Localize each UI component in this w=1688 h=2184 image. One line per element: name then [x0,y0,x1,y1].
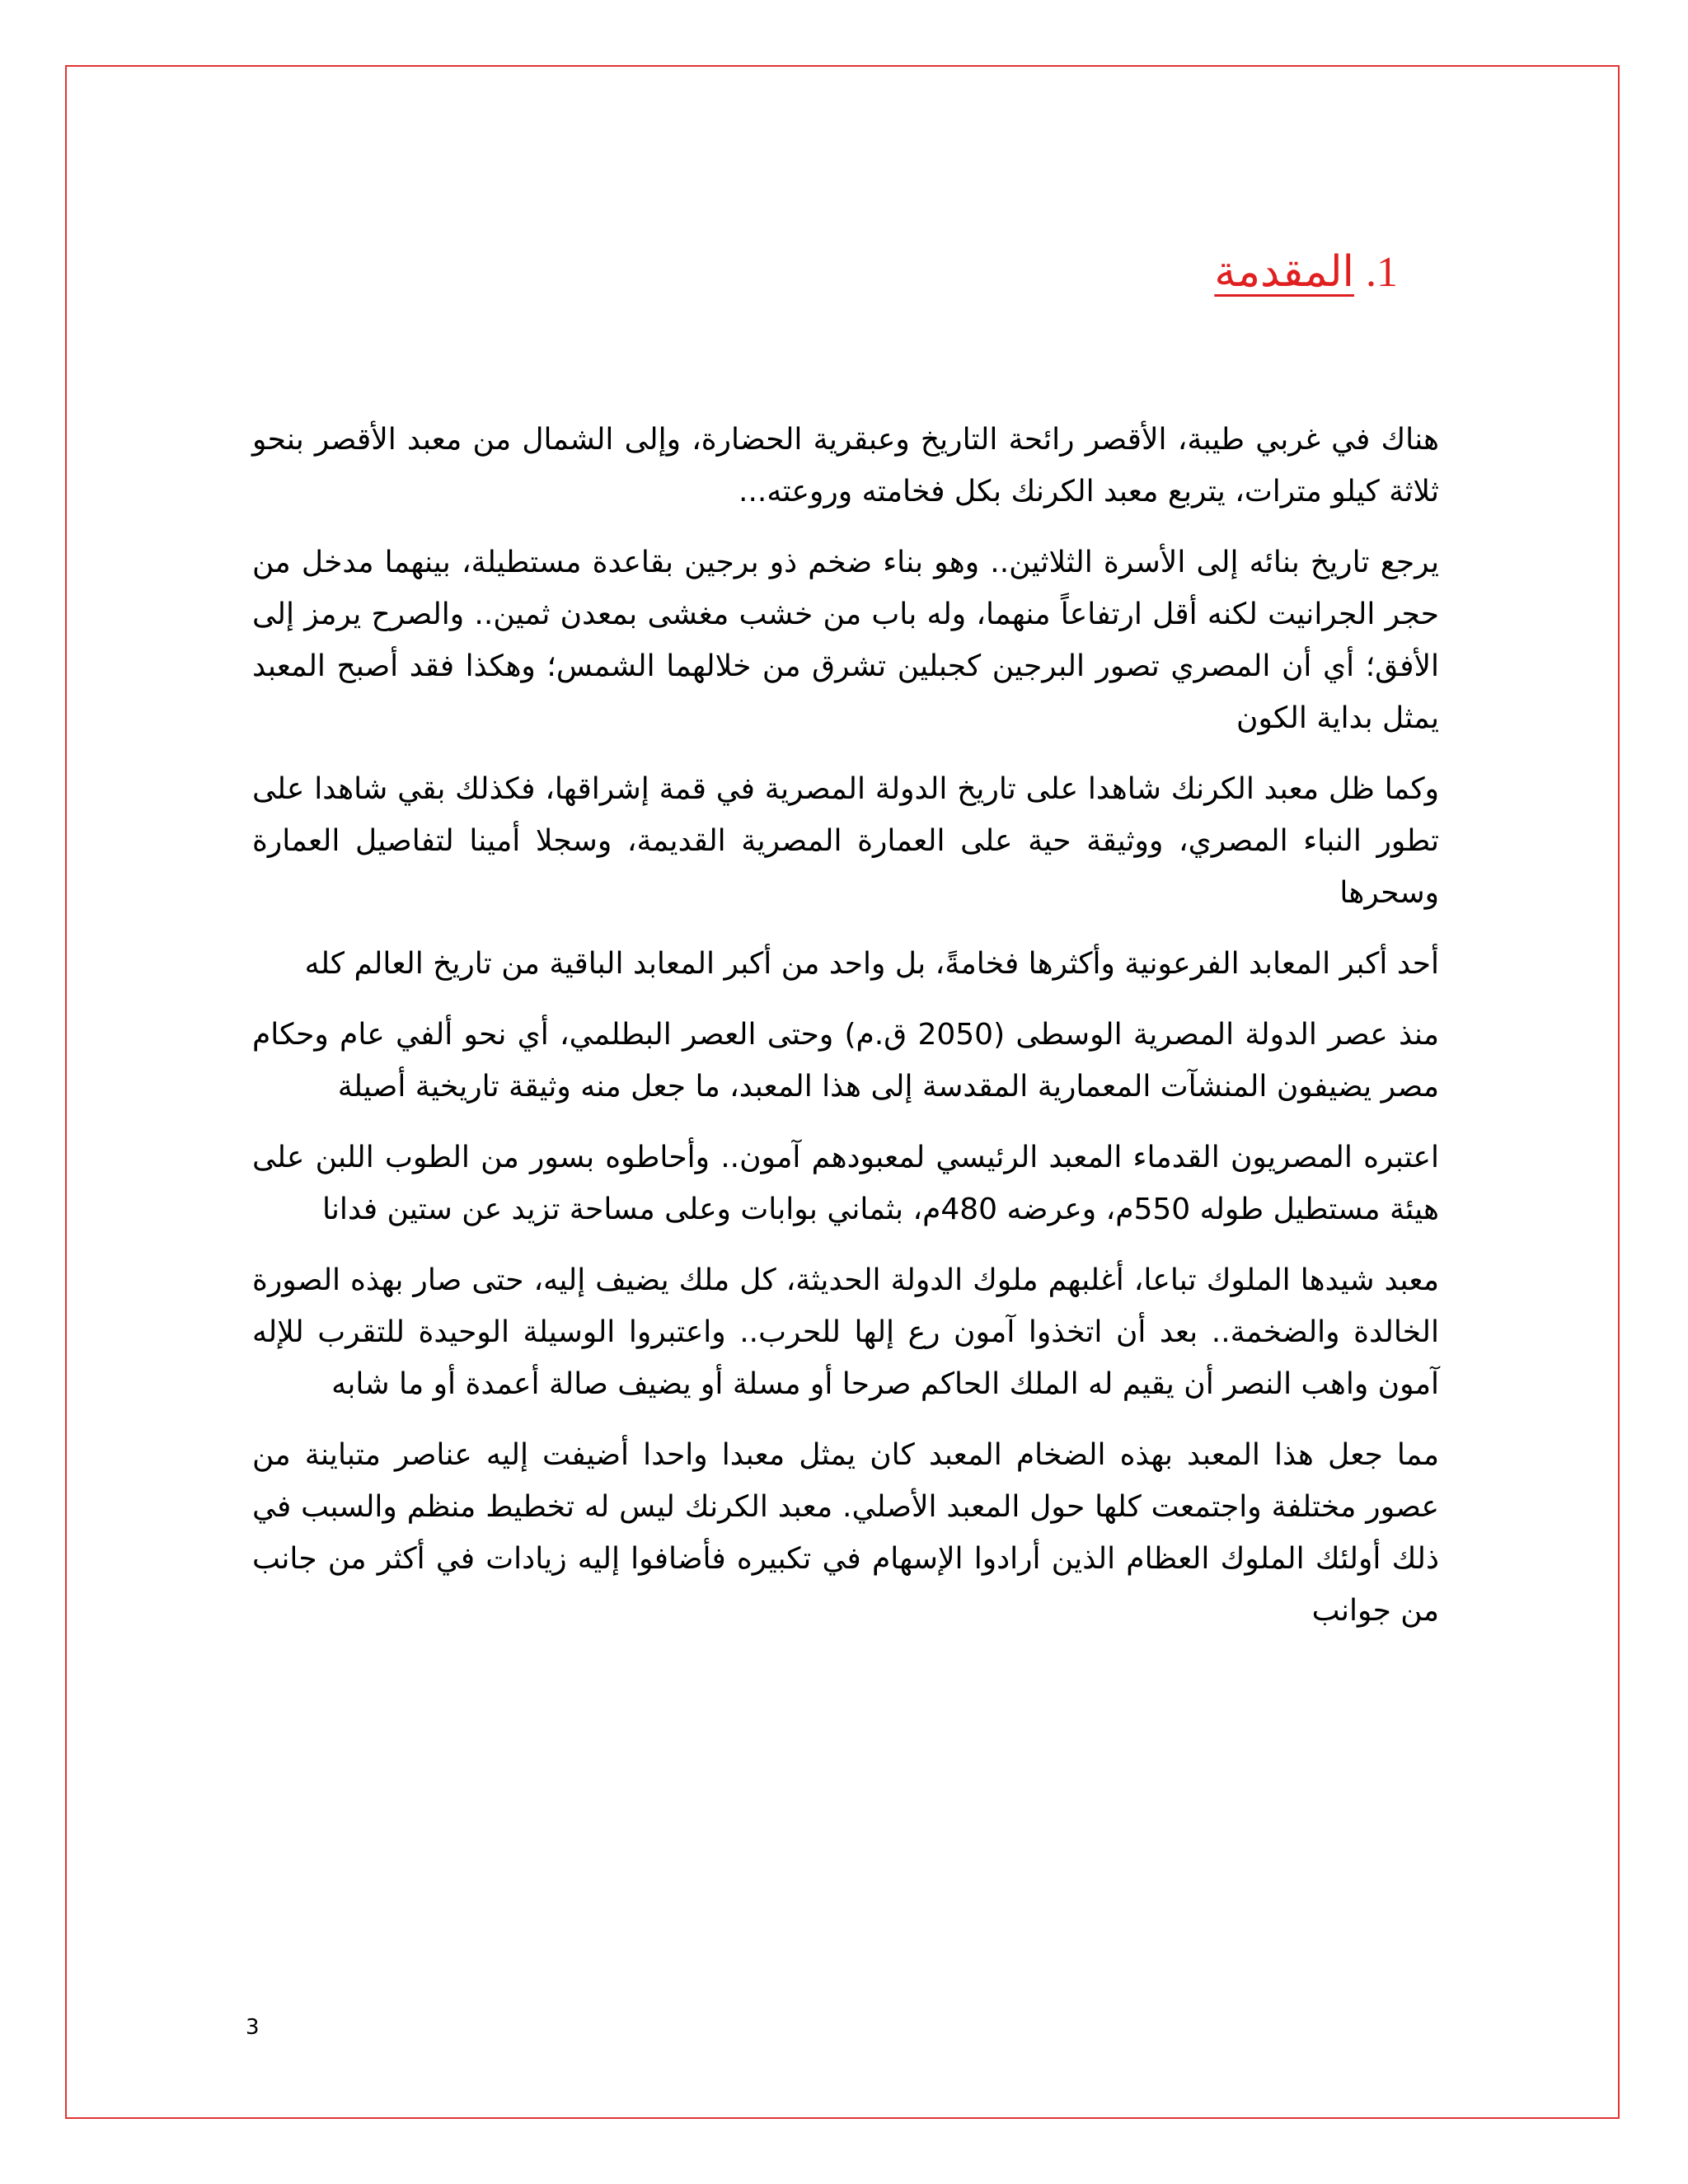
paragraph: منذ عصر الدولة المصرية الوسطى (2050 ق.م) وحتى العصر البطلمي، أي نحو ألفي عام وحكام مصر يضيفون المنشآت المعمارية المقدسة إلى هذا المعبد، ما جعل منه وثيقة تاريخية أصيلة [252,1018,1440,1104]
paragraph: اعتبره المصريون القدماء المعبد الرئيسي لمعبودهم آمون.. وأحاطوه بسور من الطوب اللبن على هيئة مستطيل طوله 550م، وعرضه 480م، بثماني بوابات وعلى مساحة تزيد عن ستين فدانا [252,1141,1439,1226]
paragraph: أحد أكبر المعابد الفرعونية وأكثرها فخامةً، بل واحد من أكبر المعابد الباقية من تاريخ العالم كله [304,947,1439,981]
body-text [252,414,1439,1656]
paragraph: مما جعل هذا المعبد بهذه الضخام المعبد كان يمثل معبدا واحدا أضيفت إليه عناصر متباينة من عصور مختلفة واجتمعت كلها حول المعبد الأصلي. معبد الكرنك ليس له تخطيط منظم والسبب في ذلك أولئك الملوك العظام الذين أرادوا الإسهام في تكبيره فأضافوا إليه زيادات في أكثر من جانب من جوانب [252,1438,1439,1628]
paragraph: هناك في غربي طيبة، الأقصر رائحة التاريخ وعبقرية الحضارة، وإلى الشمال من معبد الأقصر بنحو ثلاثة كيلو مترات، يتربع معبد الكرنك بكل فخامته وروعته... [252,423,1439,509]
section-title: المقدمة [1214,249,1354,296]
page-number: 3 [246,2015,260,2040]
paragraph: يرجع تاريخ بنائه إلى الأسرة الثلاثين.. وهو بناء ضخم ذو برجين بقاعدة مستطيلة، بينهما مدخل من حجر الجرانيت لكنه أقل ارتفاعاً منهما، وله باب من خشب مغشى بمعدن ثمين.. والصرح يرمز إلى الأفق؛ أي أن المصري تصور البرجين كجبلين تشرق من خلالهما الشمس؛ وهكذا فقد أصبح المعبد يمثل بداية الكون [252,546,1439,735]
section-number: 1. [1366,249,1398,296]
section-heading [1214,251,1398,294]
paragraph: وكما ظل معبد الكرنك شاهدا على تاريخ الدولة المصرية في قمة إشراقها، فكذلك بقي شاهدا على تطور النباء المصري، ووثيقة حية على العمارة المصرية القديمة، وسجلا أمينا لتفاصيل العمارة وسحرها [252,772,1439,910]
paragraph: معبد شيدها الملوك تباعا، أغلبهم ملوك الدولة الحديثة، كل ملك يضيف إليه، حتى صار بهذه الصورة الخالدة والضخمة.. بعد أن اتخذوا آمون رع إلها للحرب.. واعتبروا الوسيلة الوحيدة للتقرب للإله آمون واهب النصر أن يقيم له الملك الحاكم صرحا أو مسلة أو يضيف صالة أعمدة أو ما شابه [252,1263,1439,1401]
